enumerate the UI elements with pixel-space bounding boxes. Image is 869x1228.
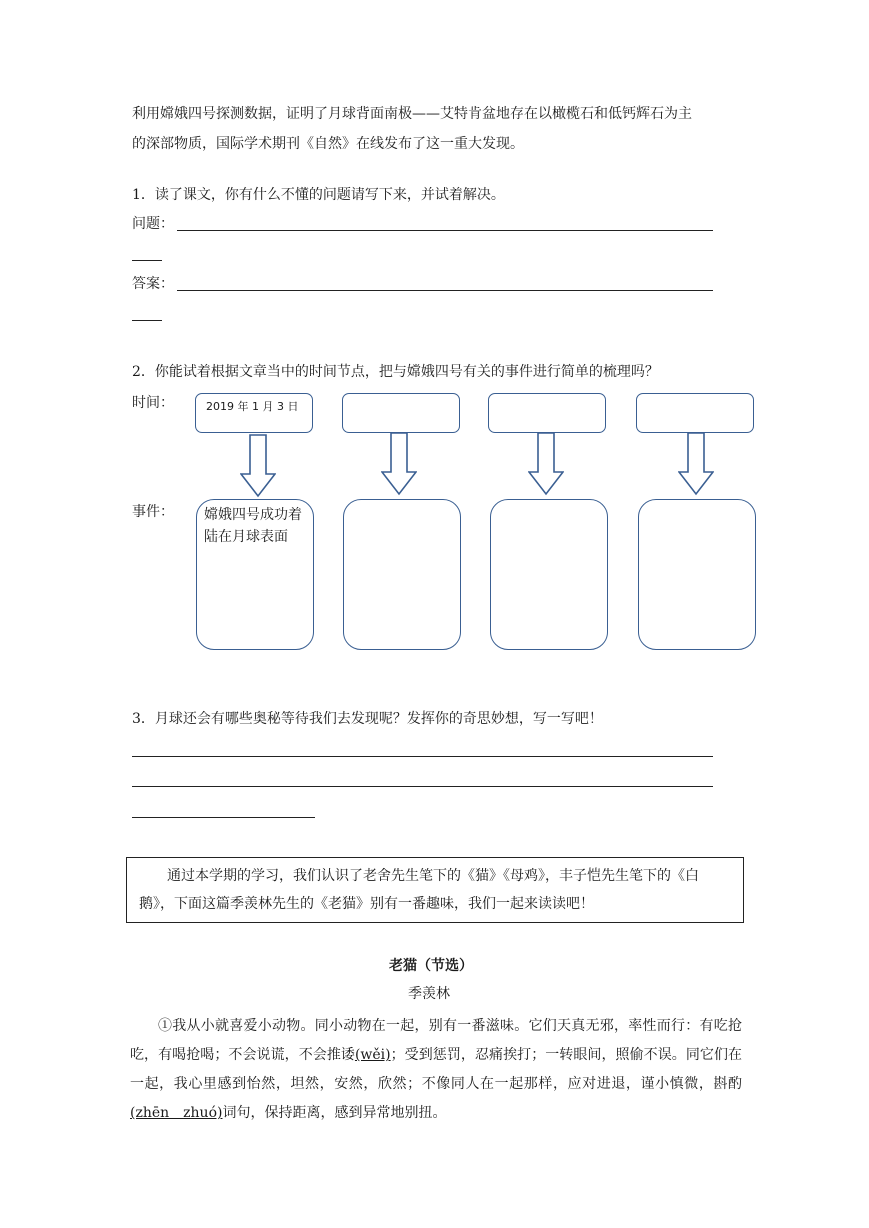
q3-answer-line-2[interactable] [132,786,713,787]
q1-prompt: 1．读了课文，你有什么不懂的问题请写下来，并试着解决。 [132,187,505,203]
event-box-2[interactable] [343,499,461,650]
q1-answer-line-tail[interactable] [132,320,162,321]
event-box-1-text: 嫦娥四号成功着陆在月球表面 [204,507,302,545]
time-box-3[interactable] [488,393,606,433]
down-arrow-icon [678,432,714,496]
article-title: 老猫（节选） [389,958,473,974]
intro-text: 通过本学期的学习，我们认识了老舍先生笔下的《猫》《母鸡》，丰子恺先生笔下的《白鹅》，下面这篇季羡林先生的《老猫》别有一番趣味，我们一起来读读吧！ [139,868,699,912]
q1-question-line[interactable] [177,230,713,231]
q1-question-label: 问题： [132,216,174,232]
pinyin-annotation: (wěi) [354,1047,391,1063]
event-box-1[interactable] [196,499,314,650]
pinyin-annotation: (zhēn zhuó) [130,1105,223,1121]
q3-prompt: 3．月球还会有哪些奥秘等待我们去发现呢？发挥你的奇思妙想，写一写吧！ [132,711,603,727]
q3-answer-line-1[interactable] [132,756,713,757]
q1-answer-line[interactable] [177,290,713,291]
passage-line-2: 的深部物质，国际学术期刊《自然》在线发布了这一重大发现。 [132,136,524,152]
q3-answer-line-3[interactable] [132,817,315,818]
down-arrow-icon [381,432,417,496]
event-box-4[interactable] [638,499,756,650]
down-arrow-icon [528,432,564,496]
q2-event-label: 事件： [132,504,174,520]
q1-question-line-tail[interactable] [132,260,162,261]
article-paragraph-1: ①我从小就喜爱小动物。同小动物在一起，别有一番滋味。它们天真无邪，率性而行：有吃抢吃，有喝抢喝；不会说谎，不会推诿(wěi)；受到惩罚，忍痛挨打；一转眼间，照偷不误。同它们在一起，我心里感到怡然，坦然，安然，欣然；不像同人在一起那样，应对进退，谨小慎微，斟酌(zhēn zhuó)词句，保持距离，感到异常地别扭。 [130,1018,743,1121]
article-author: 季羡林 [408,986,450,1002]
event-box-3[interactable] [490,499,608,650]
q1-answer-label: 答案： [132,276,174,292]
intro-box [126,857,744,923]
passage-line-1: 利用嫦娥四号探测数据，证明了月球背面南极——艾特肯盆地存在以橄榄石和低钙辉石为主 [132,106,692,122]
down-arrow-icon [240,434,276,498]
q2-prompt: 2．你能试着根据文章当中的时间节点，把与嫦娥四号有关的事件进行简单的梳理吗？ [132,364,659,380]
q2-time-label: 时间： [132,395,174,411]
time-box-4[interactable] [636,393,754,433]
time-box-1-text: 2019 年 1 月 3 日 [206,400,299,413]
time-box-1[interactable] [195,393,313,433]
time-box-2[interactable] [342,393,460,433]
